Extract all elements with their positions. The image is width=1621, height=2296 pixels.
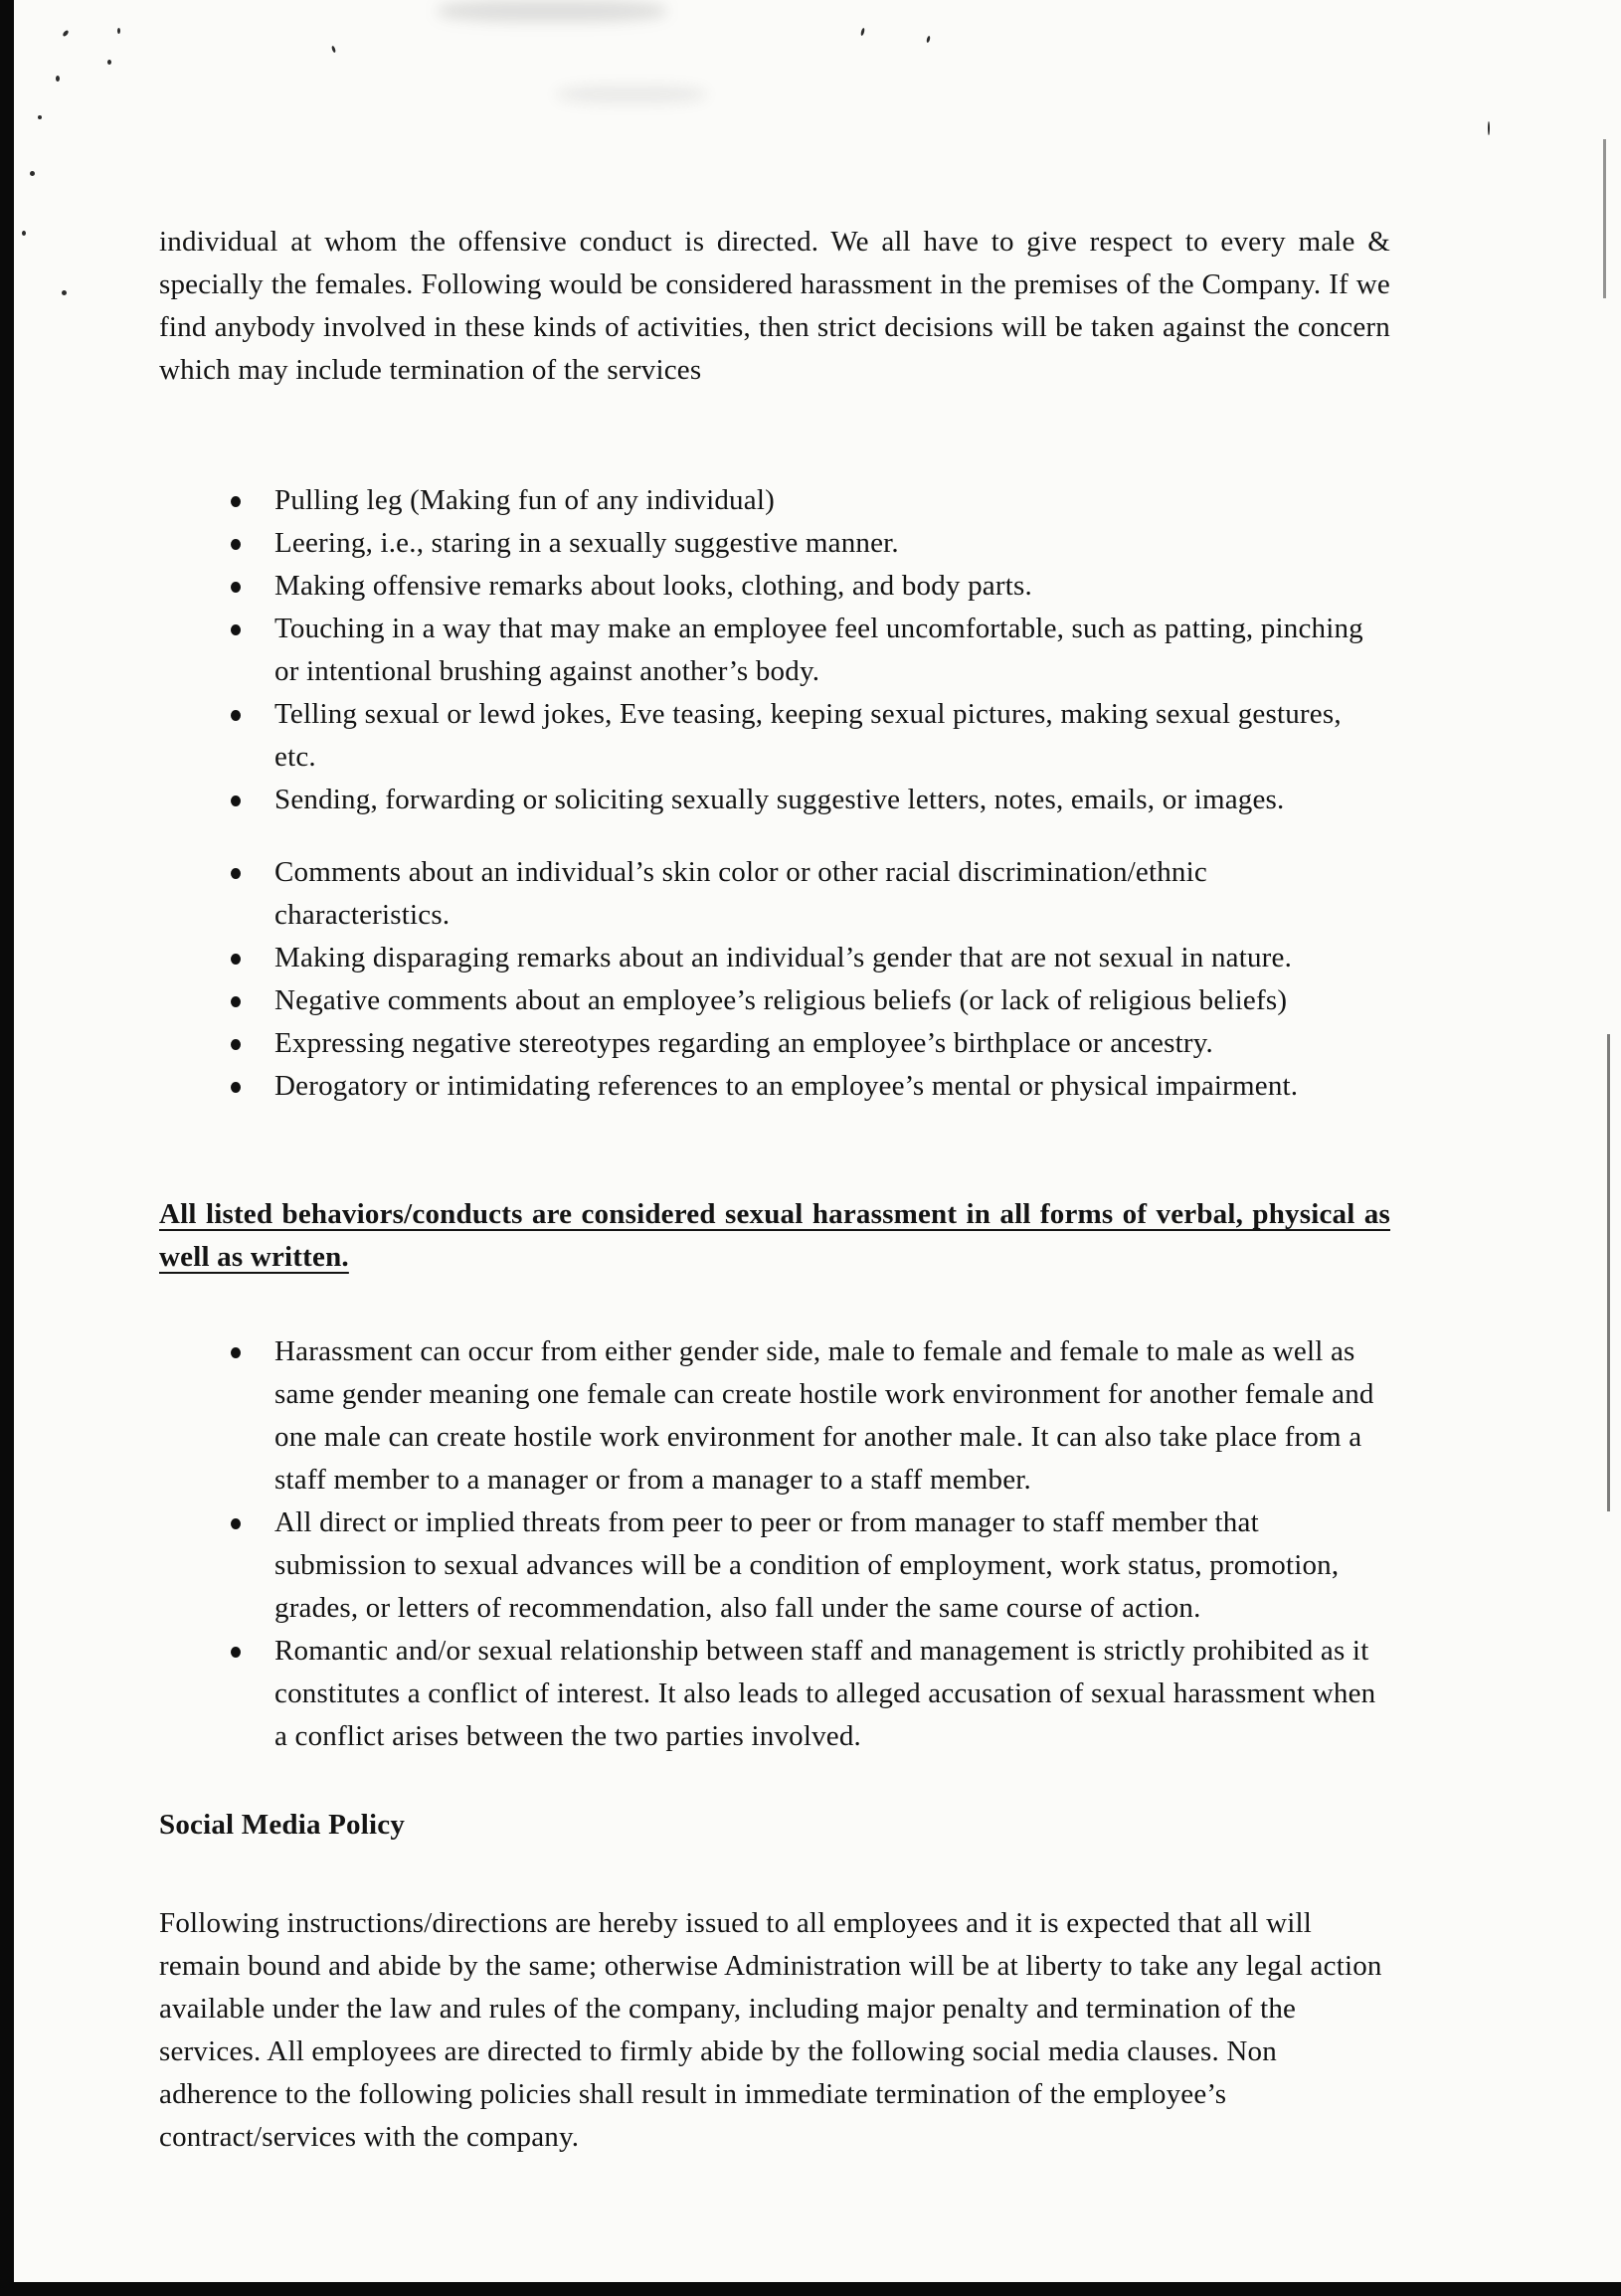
scan-speck — [38, 115, 42, 119]
list-item-text: Comments about an individual’s skin color or other racial discrimination/ethnic characteristics. — [274, 856, 1207, 931]
scan-speck — [117, 28, 120, 34]
bullet-icon — [229, 779, 274, 821]
bullet-icon — [229, 851, 274, 894]
list-item-text: Touching in a way that may make an employee feel uncomfortable, such as patting, pinching or intentional brushing against another’s body. — [274, 613, 1363, 687]
scan-smudge — [557, 86, 706, 103]
sexual-harassment-statement: All listed behaviors/conducts are considered sexual harassment in all forms of verbal, physical as well as written. — [159, 1198, 1390, 1273]
list-item — [229, 1022, 1380, 1065]
scan-speck — [62, 290, 67, 295]
scan-smudge — [438, 0, 666, 22]
list-item-text: Pulling leg (Making fun of any individual) — [274, 484, 775, 516]
list-item-text: Making offensive remarks about looks, clothing, and body parts. — [274, 570, 1032, 602]
list-item — [229, 1065, 1380, 1108]
list-item-text: Making disparaging remarks about an individual’s gender that are not sexual in nature. — [274, 942, 1293, 973]
scan-speck — [62, 30, 70, 38]
bullet-icon — [229, 522, 274, 565]
bullet-icon — [229, 1630, 274, 1673]
bullet-icon — [229, 979, 274, 1022]
bullet-icon — [229, 693, 274, 736]
document-page — [159, 221, 1390, 2159]
list-item — [229, 522, 1380, 565]
intro-paragraph: individual at whom the offensive conduct is directed. We all have to give respect to every male & specially the females. Following would be considered harassment in the premises of the Company. If we find anybody involved in these kinds of activities, then strict decisions will be taken against the concern which may include termination of the services — [159, 226, 1390, 386]
list-item — [229, 693, 1380, 779]
clarification-points-list — [159, 1330, 1390, 1758]
harassment-examples-list — [159, 479, 1390, 821]
list-item-text: Negative comments about an employee’s religious beliefs (or lack of religious beliefs) — [274, 984, 1288, 1016]
scan-edge-bottom — [0, 2282, 1621, 2296]
scan-edge-right — [1603, 139, 1606, 298]
list-item-text: Harassment can occur from either gender side, male to female and female to male as well as same gender meaning one female can create hostile work environment for another female and one male can create hostile work environment for another male. It can also take place from a staff member to a manager or from a manager to a staff member. — [274, 1335, 1374, 1496]
list-item — [229, 1330, 1380, 1501]
scan-speck — [22, 231, 26, 236]
bullet-icon — [229, 565, 274, 608]
scan-speck — [30, 171, 35, 176]
list-item-text: Romantic and/or sexual relationship between staff and management is strictly prohibited as it constitutes a conflict of interest. It also leads to alleged accusation of sexual harassment when a conflict arises between the two parties involved. — [274, 1635, 1376, 1752]
scan-speck — [107, 60, 111, 65]
scan-edge-right — [1607, 1034, 1610, 1511]
list-item-text: Telling sexual or lewd jokes, Eve teasing, keeping sexual pictures, making sexual gestures, etc. — [274, 698, 1342, 773]
list-item-text: Expressing negative stereotypes regarding an employee’s birthplace or ancestry. — [274, 1027, 1213, 1059]
bullet-icon — [229, 1501, 274, 1544]
list-item — [229, 979, 1380, 1022]
list-item — [229, 608, 1380, 693]
list-item-text: Derogatory or intimidating references to an employee’s mental or physical impairment. — [274, 1070, 1299, 1102]
scan-speck — [1488, 121, 1490, 135]
bullet-icon — [229, 937, 274, 979]
list-item — [229, 937, 1380, 979]
scan-edge-left — [0, 0, 14, 2296]
list-item — [229, 565, 1380, 608]
bullet-icon — [229, 479, 274, 522]
discrimination-examples-list — [159, 851, 1390, 1108]
scan-speck — [331, 46, 336, 54]
bullet-icon — [229, 1022, 274, 1065]
list-item — [229, 851, 1380, 937]
scan-speck — [860, 28, 865, 37]
bullet-icon — [229, 1065, 274, 1108]
bullet-icon — [229, 1330, 274, 1373]
list-item-text: All direct or implied threats from peer to peer or from manager to staff member that submission to sexual advances will be a condition of employment, work status, promotion, grades, or letters of recommendation, also fall under the same course of action. — [274, 1506, 1340, 1624]
list-item — [229, 779, 1380, 821]
scan-speck — [56, 76, 60, 82]
bullet-icon — [229, 608, 274, 650]
list-item-text: Sending, forwarding or soliciting sexually suggestive letters, notes, emails, or images. — [274, 784, 1285, 815]
list-item — [229, 1501, 1380, 1630]
list-item — [229, 1630, 1380, 1758]
list-item-text: Leering, i.e., staring in a sexually suggestive manner. — [274, 527, 899, 559]
scan-speck — [926, 36, 931, 44]
list-item — [229, 479, 1380, 522]
social-media-policy-heading: Social Media Policy — [159, 1809, 406, 1841]
social-media-policy-paragraph: Following instructions/directions are hereby issued to all employees and it is expected that all will remain bound and abide by the same; otherwise Administration will be at liberty to take any legal action available under the law and rules of the company, including major penalty and termination of the services. All employees are directed to firmly abide by the following social media clauses. Non adherence to the following policies shall result in immediate termination of the employee’s contract/services with the company. — [159, 1907, 1382, 2153]
